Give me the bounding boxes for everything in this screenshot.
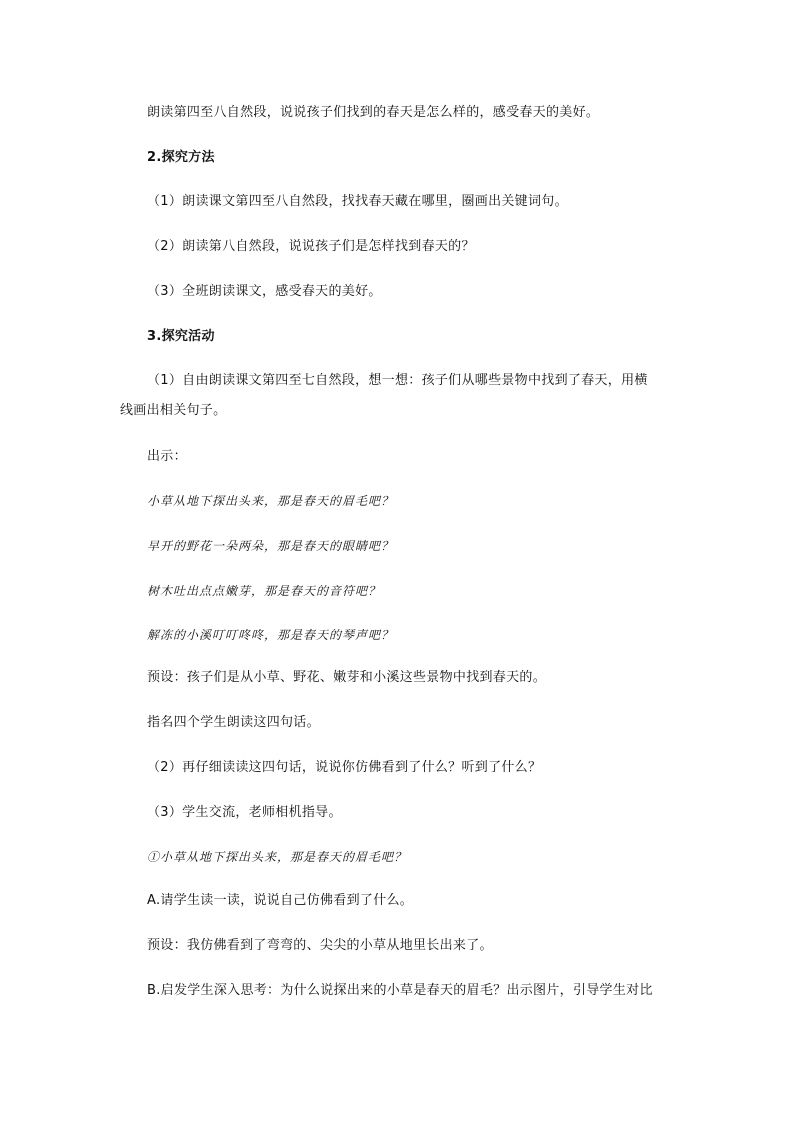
quote-line-4: 解冻的小溪叮叮咚咚，那是春天的琴声吧？ [147, 628, 395, 642]
preset-answer-2: 预设：我仿佛看到了弯弯的、尖尖的小草从地里长出来了。 [147, 938, 493, 953]
activity-item-3: （3）学生交流，老师相机指导。 [147, 805, 342, 820]
method-item-1: （1）朗读课文第四至八自然段，找找春天藏在哪里，圈画出关键词句。 [147, 194, 568, 209]
quote-line-1: 小草从地下探出头来，那是春天的眉毛吧？ [147, 494, 395, 508]
activity-item-1-line-1: （1）自由朗读课文第四至七自然段，想一想：孩子们从哪些景物中找到了春天，用横 [147, 373, 648, 388]
heading-activity: 3.探究活动 [147, 329, 215, 344]
step-a: A.请学生读一读，说说自己仿佛看到了什么。 [147, 893, 414, 908]
instruction-read: 指名四个学生朗读这四句话。 [147, 715, 320, 730]
show-label: 出示： [147, 449, 187, 464]
quote-line-3: 树木吐出点点嫩芽，那是春天的音符吧？ [147, 584, 382, 598]
method-item-2: （2）朗读第八自然段，说说孩子们是怎样找到春天的？ [147, 239, 475, 254]
paragraph-intro: 朗读第四至八自然段，说说孩子们找到的春天是怎么样的，感受春天的美好。 [147, 105, 600, 120]
activity-item-1-line-2: 线画出相关句子。 [120, 403, 227, 418]
quote-line-2: 早开的野花一朵两朵，那是春天的眼睛吧？ [147, 539, 395, 553]
preset-answer-1: 预设：孩子们是从小草、野花、嫩芽和小溪这些景物中找到春天的。 [147, 670, 547, 685]
step-b: B.启发学生深入思考：为什么说探出来的小草是春天的眉毛？出示图片，引导学生对比 [147, 983, 653, 998]
activity-item-2: （2）再仔细读读这四句话，说说你仿佛看到了什么？听到了什么？ [147, 760, 542, 775]
quote-focus-1: ①小草从地下探出头来，那是春天的眉毛吧？ [147, 850, 408, 864]
method-item-3: （3）全班朗读课文，感受春天的美好。 [147, 284, 382, 299]
heading-method: 2.探究方法 [147, 150, 215, 165]
